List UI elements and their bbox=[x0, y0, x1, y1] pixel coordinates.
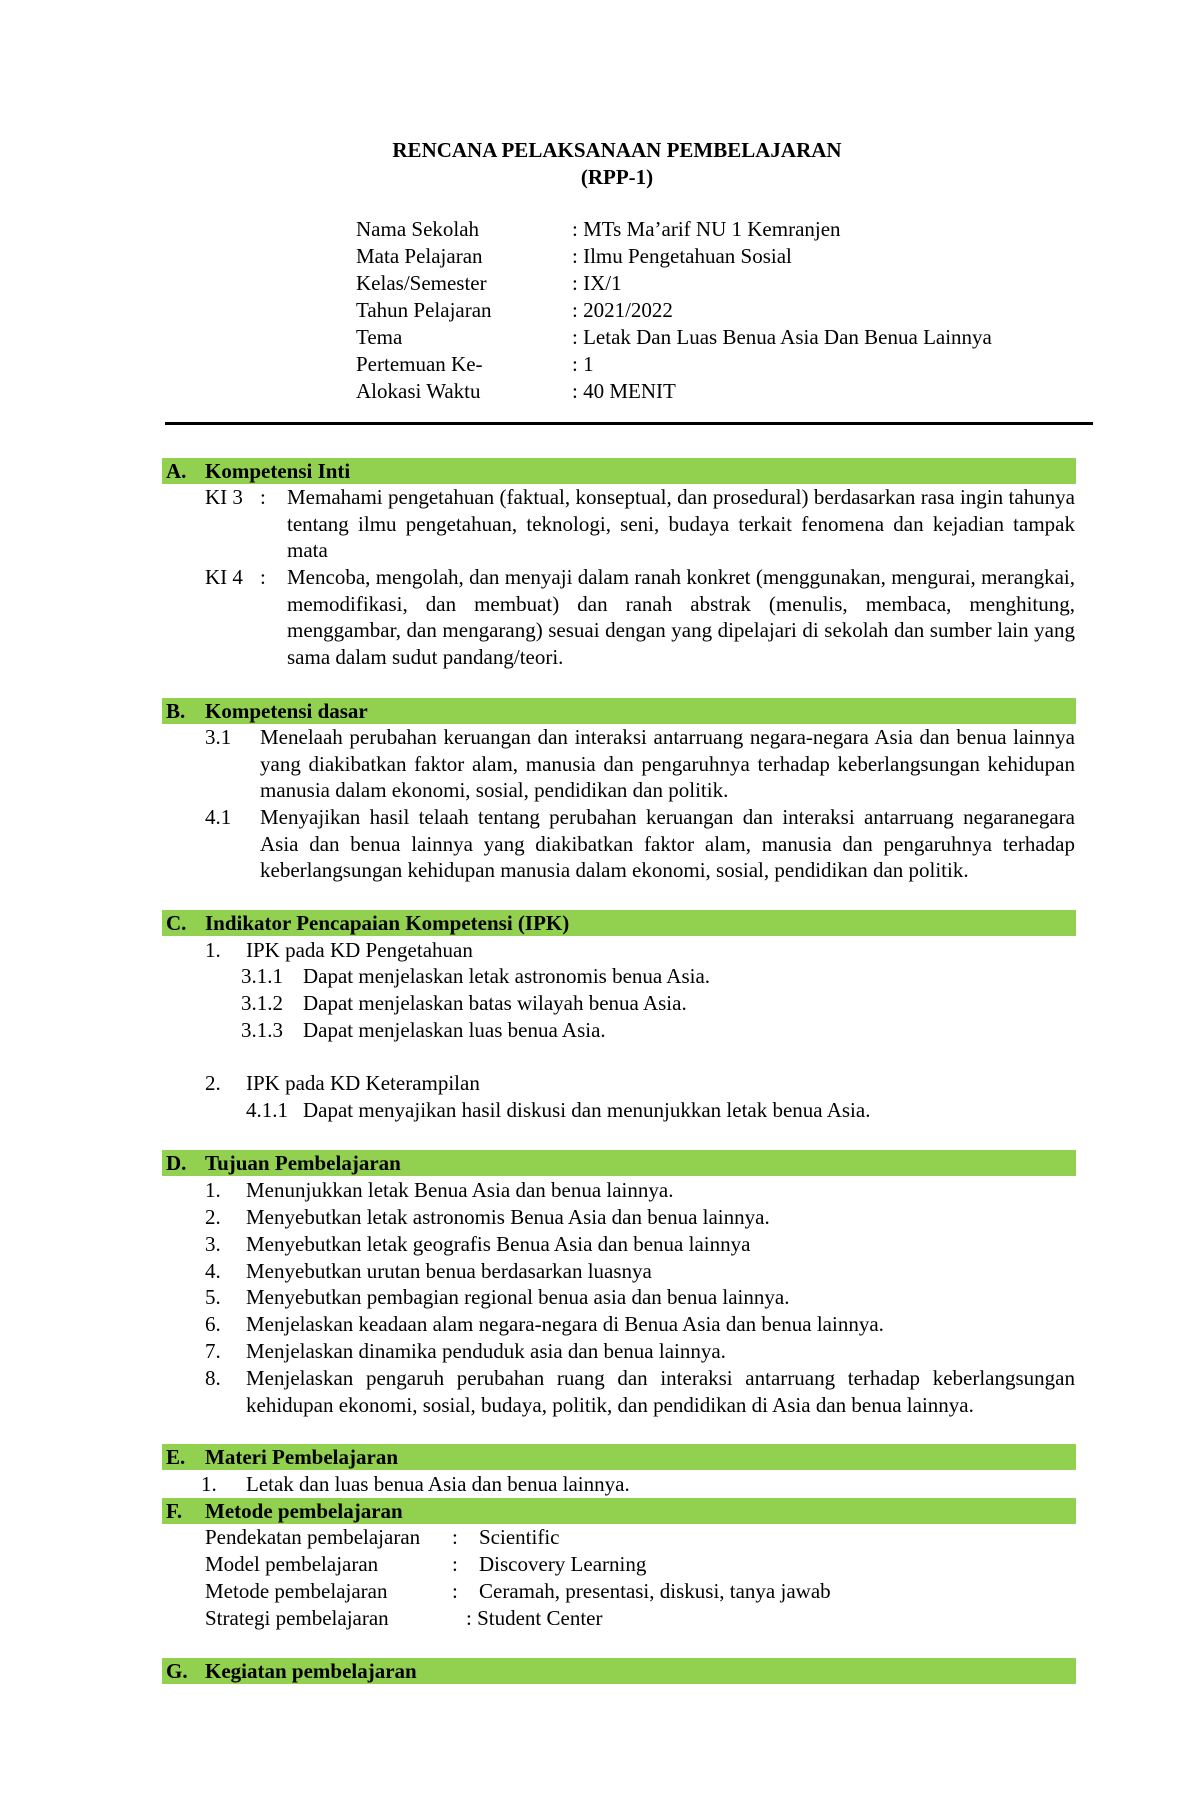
metode-separator: : bbox=[452, 1579, 458, 1603]
tujuan-text: Menunjukkan letak Benua Asia dan benua lainnya. bbox=[246, 1178, 674, 1202]
section-header-e bbox=[162, 1444, 1076, 1470]
metode-label: Model pembelajaran bbox=[205, 1552, 379, 1576]
section-header-d bbox=[162, 1150, 1076, 1176]
section-header-g bbox=[162, 1658, 1076, 1684]
info-value: : Ilmu Pengetahuan Sosial bbox=[572, 244, 792, 268]
info-value: : 1 bbox=[572, 352, 594, 376]
ki-separator: : bbox=[260, 565, 266, 589]
section-letter: G. bbox=[166, 1659, 188, 1683]
tujuan-number: 8. bbox=[205, 1366, 221, 1390]
info-label: Mata Pelajaran bbox=[356, 244, 483, 268]
tujuan-number: 4. bbox=[205, 1259, 221, 1283]
section-header-a bbox=[162, 458, 1076, 484]
info-value: : IX/1 bbox=[572, 271, 622, 295]
info-label: Pertemuan Ke- bbox=[356, 352, 483, 376]
info-row bbox=[356, 378, 1116, 405]
info-label: Nama Sekolah bbox=[356, 217, 480, 241]
tujuan-text: Menjelaskan dinamika penduduk asia dan benua lainnya. bbox=[246, 1339, 726, 1363]
kd-text: Menelaah perubahan keruangan dan interaksi antarruang negara-negara Asia dan benua lainnya yang diakibatkan faktor alam, manusia dan pengaruhnya terhadap keberlangsungan kehidupan manusia dalam ekonomi, sosial, pendidikan dan politik. bbox=[260, 725, 1075, 802]
section-letter: E. bbox=[166, 1445, 186, 1469]
section-header-b bbox=[162, 698, 1076, 724]
metode-separator: : bbox=[452, 1552, 458, 1576]
tujuan-text: Menyebutkan letak geografis Benua Asia dan benua lainnya bbox=[246, 1232, 751, 1256]
section-title: Tujuan Pembelajaran bbox=[205, 1151, 401, 1175]
info-value: : MTs Ma’arif NU 1 Kemranjen bbox=[572, 217, 841, 241]
info-value: : Letak Dan Luas Benua Asia Dan Benua Lainnya bbox=[572, 325, 992, 349]
ipk-item-text: Dapat menjelaskan luas benua Asia. bbox=[303, 1018, 606, 1042]
tujuan-number: 6. bbox=[205, 1312, 221, 1336]
ipk-group-title: IPK pada KD Pengetahuan bbox=[246, 938, 473, 962]
tujuan-number: 5. bbox=[205, 1285, 221, 1309]
tujuan-number: 7. bbox=[205, 1339, 221, 1363]
tujuan-number: 1. bbox=[205, 1178, 221, 1202]
ipk-item-number: 3.1.2 bbox=[241, 991, 283, 1015]
ki-label: KI 3 bbox=[205, 485, 243, 509]
ipk-item-text: Dapat menjelaskan letak astronomis benua Asia. bbox=[303, 964, 711, 988]
section-header-f bbox=[162, 1498, 1076, 1524]
ki-separator: : bbox=[260, 485, 266, 509]
info-label: Kelas/Semester bbox=[356, 271, 487, 295]
header-divider bbox=[165, 422, 1093, 425]
info-row bbox=[356, 243, 1116, 270]
materi-number: 1. bbox=[201, 1472, 217, 1496]
section-title: Kegiatan pembelajaran bbox=[205, 1659, 417, 1683]
section-title: Materi Pembelajaran bbox=[205, 1445, 399, 1469]
ki-label: KI 4 bbox=[205, 565, 243, 589]
kd-text: Menyajikan hasil telaah tentang perubahan keruangan dan interaksi antarruang negaranegara Asia dan benua lainnya yang diakibatkan faktor alam, manusia dan pengaruhnya terhadap keberlangsungan kehidupan manusia dalam ekonomi, sosial, pendidikan dan politik. bbox=[260, 805, 1075, 882]
ipk-group-number: 1. bbox=[205, 938, 221, 962]
section-letter: A. bbox=[166, 459, 187, 483]
section-title: Kompetensi Inti bbox=[205, 459, 351, 483]
metode-label: Strategi pembelajaran bbox=[205, 1606, 389, 1630]
section-title: Indikator Pencapaian Kompetensi (IPK) bbox=[205, 911, 570, 935]
ipk-item-text: Dapat menjelaskan batas wilayah benua Asia. bbox=[303, 991, 687, 1015]
materi-text: Letak dan luas benua Asia dan benua lainnya. bbox=[246, 1472, 630, 1496]
info-label: Alokasi Waktu bbox=[356, 379, 481, 403]
ipk-group-number: 2. bbox=[205, 1071, 221, 1095]
ki-text: Memahami pengetahuan (faktual, konseptual, dan prosedural) berdasarkan rasa ingin tahunya tentang ilmu pengetahuan, teknologi, seni, budaya terkait fenomena dan kejadian tampak mata bbox=[287, 485, 1075, 562]
section-letter: C. bbox=[166, 911, 187, 935]
ki-text: Mencoba, mengolah, dan menyaji dalam ranah konkret (menggunakan, mengurai, merangkai, memodifikasi, dan membuat) dan ranah abstrak (menulis, membaca, menghitung, menggambar, dan mengarang) sesuai dengan yang dipelajari di sekolah dan sumber lain yang sama dalam sudut pandang/teori. bbox=[287, 565, 1075, 669]
info-label: Tema bbox=[356, 325, 403, 349]
metode-label: Metode pembelajaran bbox=[205, 1579, 388, 1603]
section-letter: D. bbox=[166, 1151, 187, 1175]
tujuan-text: Menjelaskan pengaruh perubahan ruang dan interaksi antarruang terhadap keberlangsungan kehidupan ekonomi, sosial, budaya, politik, dan pendidikan di Asia dan benua lainnya. bbox=[246, 1366, 1075, 1417]
info-value: : 40 MENIT bbox=[572, 379, 676, 403]
kd-number: 4.1 bbox=[205, 805, 232, 829]
section-title: Metode pembelajaran bbox=[205, 1499, 403, 1523]
ipk-item-number: 3.1.1 bbox=[241, 964, 283, 988]
document-title: RENCANA PELAKSANAAN PEMBELAJARAN bbox=[392, 138, 842, 162]
info-label: Tahun Pelajaran bbox=[356, 298, 492, 322]
ipk-item-number: 3.1.3 bbox=[241, 1018, 283, 1042]
metode-value: Ceramah, presentasi, diskusi, tanya jawab bbox=[479, 1579, 831, 1603]
section-title: Kompetensi dasar bbox=[205, 699, 368, 723]
tujuan-number: 2. bbox=[205, 1205, 221, 1229]
metode-separator: : bbox=[452, 1525, 458, 1549]
tujuan-number: 3. bbox=[205, 1232, 221, 1256]
metode-value: Discovery Learning bbox=[479, 1552, 647, 1576]
kd-number: 3.1 bbox=[205, 725, 232, 749]
metode-label: Pendekatan pembelajaran bbox=[205, 1525, 421, 1549]
section-letter: B. bbox=[166, 699, 186, 723]
tujuan-text: Menyebutkan letak astronomis Benua Asia dan benua lainnya. bbox=[246, 1205, 770, 1229]
document-subtitle: (RPP-1) bbox=[580, 165, 654, 189]
ipk-item-number: 4.1.1 bbox=[246, 1098, 288, 1122]
info-row bbox=[356, 270, 1116, 297]
info-value: : 2021/2022 bbox=[572, 298, 673, 322]
info-row bbox=[356, 297, 1116, 324]
tujuan-text: Menjelaskan keadaan alam negara-negara di Benua Asia dan benua lainnya. bbox=[246, 1312, 884, 1336]
info-row bbox=[356, 324, 1116, 351]
tujuan-text: Menyebutkan pembagian regional benua asia dan benua lainnya. bbox=[246, 1285, 790, 1309]
section-letter: F. bbox=[166, 1499, 183, 1523]
section-header-c bbox=[162, 910, 1076, 936]
ipk-item-text: Dapat menyajikan hasil diskusi dan menunjukkan letak benua Asia. bbox=[303, 1098, 871, 1122]
metode-value: Scientific bbox=[479, 1525, 560, 1549]
info-row bbox=[356, 351, 1116, 378]
info-row bbox=[356, 216, 1116, 243]
tujuan-text: Menyebutkan urutan benua berdasarkan luasnya bbox=[246, 1259, 652, 1283]
metode-separator: : Student Center bbox=[466, 1606, 603, 1630]
ipk-group-title: IPK pada KD Keterampilan bbox=[246, 1071, 480, 1095]
